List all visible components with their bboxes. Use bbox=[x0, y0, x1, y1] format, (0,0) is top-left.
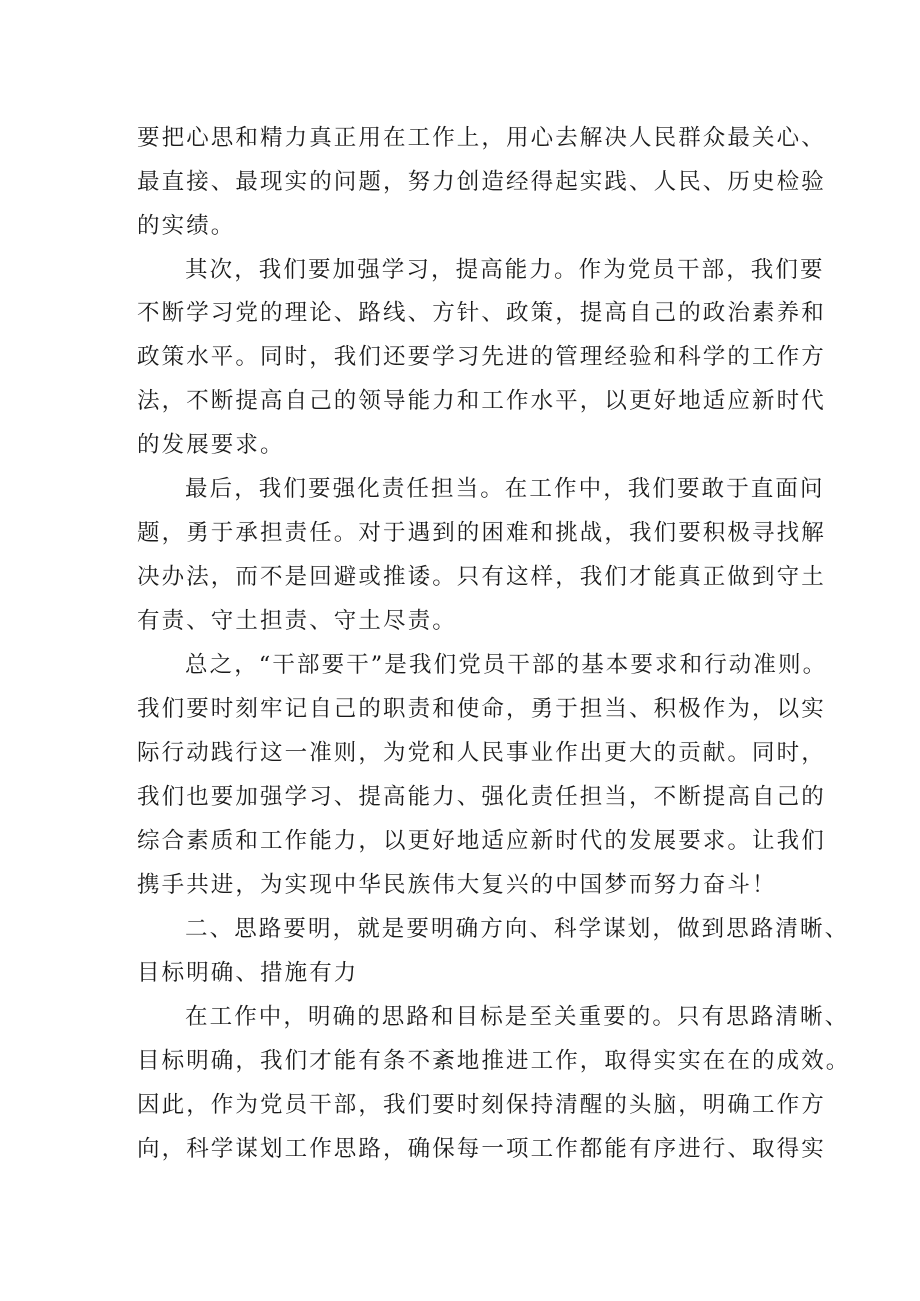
text-line: 决办法，而不是回避或推诿。只有这样，我们才能真正做到守土 bbox=[137, 564, 826, 590]
section-heading-line: 二、思路要明，就是要明确方向、科学谋划，做到思路清晰、 bbox=[185, 916, 850, 942]
text-line: 最直接、最现实的问题，努力创造经得起实践、人民、历史检验 bbox=[137, 169, 826, 195]
text-line: 的实绩。 bbox=[137, 213, 236, 239]
text-line: 因此，作为党员干部，我们要时刻保持清醒的头脑，明确工作方 bbox=[137, 1092, 826, 1118]
text-line: 携手共进，为实现中华民族伟大复兴的中国梦而努力奋斗！ bbox=[137, 872, 777, 898]
text-line: 政策水平。同时，我们还要学习先进的管理经验和科学的工作方 bbox=[137, 344, 826, 370]
text-line: 有责、守土担责、守土尽责。 bbox=[137, 608, 457, 634]
text-line: 不断学习党的理论、路线、方针、政策，提高自己的政治素养和 bbox=[137, 300, 826, 326]
text-line: 际行动践行这一准则，为党和人民事业作出更大的贡献。同时， bbox=[137, 740, 826, 766]
text-line: 题，勇于承担责任。对于遇到的困难和挑战，我们要积极寻找解 bbox=[137, 520, 826, 546]
paragraph-start-line: 其次，我们要加强学习，提高能力。作为党员干部，我们要 bbox=[185, 257, 825, 283]
text-line: 我们要时刻牢记自己的职责和使命，勇于担当、积极作为，以实 bbox=[137, 696, 826, 722]
text-line: 法，不断提高自己的领导能力和工作水平，以更好地适应新时代 bbox=[137, 388, 826, 414]
text-line: 要把心思和精力真正用在工作上，用心去解决人民群众最关心、 bbox=[137, 125, 826, 151]
text-line: 目标明确，我们才能有条不紊地推进工作，取得实实在在的成效。 bbox=[137, 1048, 851, 1074]
text-line: 向，科学谋划工作思路，确保每一项工作都能有序进行、取得实 bbox=[137, 1136, 826, 1162]
text-line: 的发展要求。 bbox=[137, 432, 285, 458]
paragraph-start-line: 在工作中，明确的思路和目标是至关重要的。只有思路清晰、 bbox=[185, 1004, 850, 1030]
paragraph-start-line: 最后，我们要强化责任担当。在工作中，我们要敢于直面问 bbox=[185, 476, 825, 502]
section-heading-line: 目标明确、措施有力 bbox=[137, 960, 359, 986]
text-line: 综合素质和工作能力，以更好地适应新时代的发展要求。让我们 bbox=[137, 828, 826, 854]
text-line: 我们也要加强学习、提高能力、强化责任担当，不断提高自己的 bbox=[137, 784, 826, 810]
paragraph-start-line: 总之，“干部要干”是我们党员干部的基本要求和行动准则。 bbox=[185, 652, 828, 678]
